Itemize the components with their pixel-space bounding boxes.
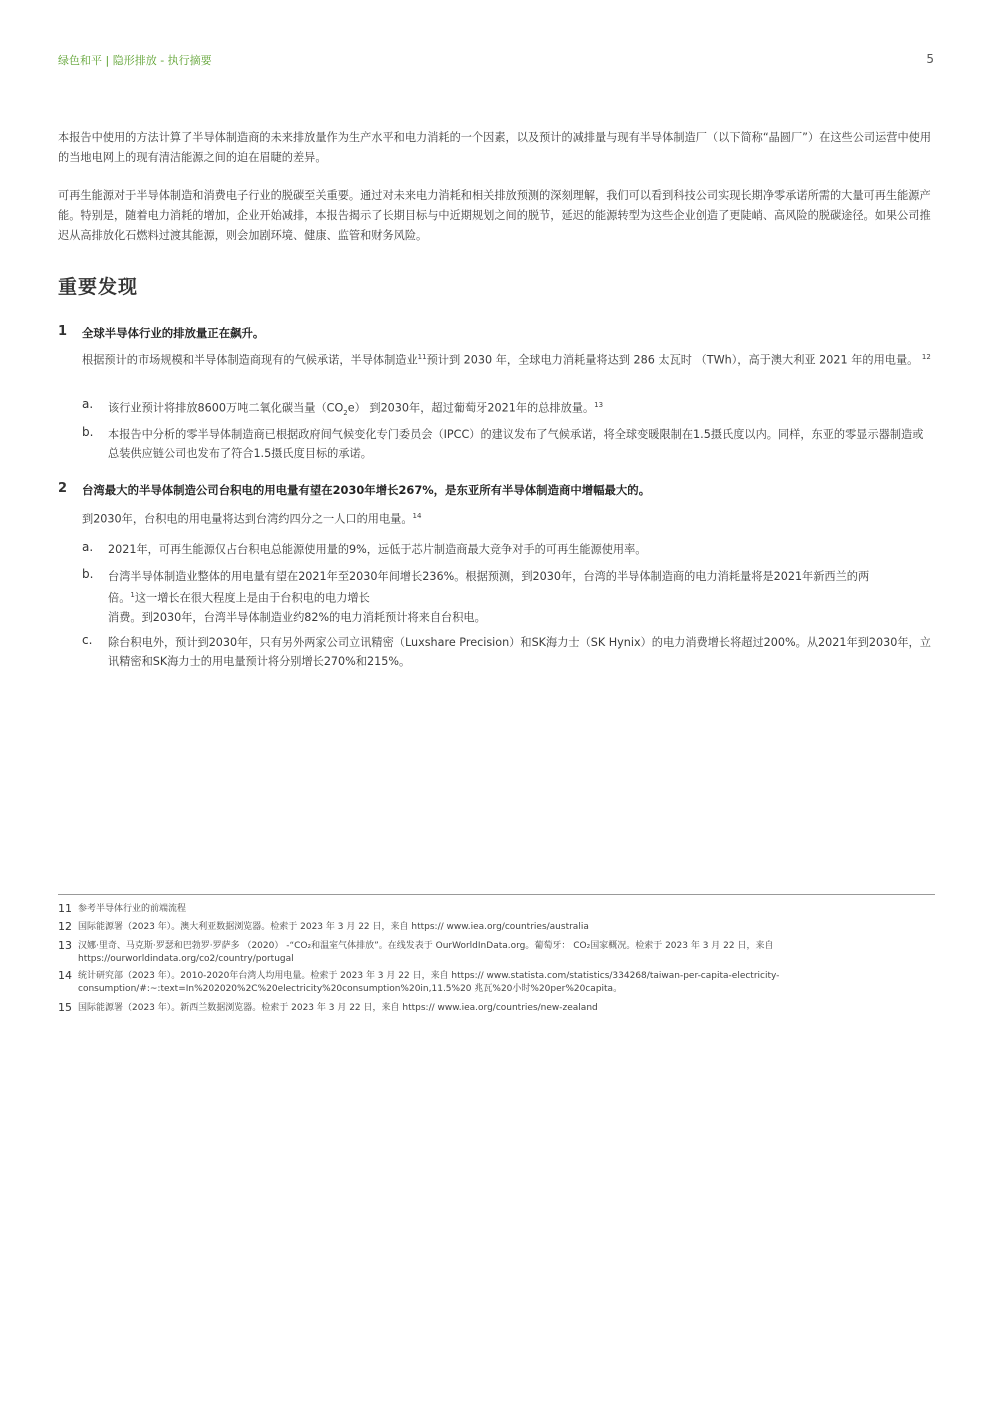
footnote-ref: 12 xyxy=(921,353,931,361)
finding-body xyxy=(82,348,934,370)
footnote-number: 13 xyxy=(58,939,72,952)
item-text: 本报告中分析的零半导体制造商已根据政府间气候变化专门委员会（IPCC）的建议发布了气候承诺，将全球变暖限制在1.5摄氏度以内。同样，东亚的零显示器制造或总装供应链公司也发布了符合1.5摄氏度目标的承诺。 xyxy=(108,428,924,460)
item-text-part: 倍。 xyxy=(108,591,131,605)
page-header xyxy=(58,52,934,70)
item-text-part: 这一增长在很大程度上是由于台积电的电力增长 xyxy=(134,591,370,605)
intro-paragraph-1: 本报告中使用的方法计算了半导体制造商的未来排放量作为生产水平和电力消耗的一个因素，以及预计的减排量与现有半导体制造厂（以下简称“晶圆厂”）在这些公司运营中使用的当地电网上的现有清洁能源之间的迫在眉睫的差异。 xyxy=(58,131,932,164)
header-separator: | xyxy=(105,54,110,67)
finding-number: 1 xyxy=(58,324,68,339)
item-letter: a. xyxy=(82,397,94,411)
footnote-divider xyxy=(58,894,935,895)
section-heading: 重要发现 xyxy=(58,276,139,298)
item-text-part: 该行业预计将排放8600万吨二氧化碳当量（CO xyxy=(108,401,344,415)
finding-body-text: 预计到 2030 年，全球电力消耗量将达到 286 太瓦时 （TWh），高于澳大利亚 2021 年的用电量。 xyxy=(426,353,919,367)
footnote-text: 汉娜·里奇、马克斯·罗瑟和巴勃罗·罗萨多 （2020） -“CO₂和温室气体排放”。在线发表于 OurWorldInData.org。葡萄牙： CO₂国家概况。检索于 2023 年 3 月 22 日，来自 https://ourworldindata.org/co2/country/portugal xyxy=(78,941,774,964)
page-number: 5 xyxy=(926,52,934,66)
footnote-text: 国际能源署（2023 年）。澳大利亚数据浏览器。检索于 2023 年 3 月 22 日，来自 https:// www.iea.org/countries/australia xyxy=(78,922,589,932)
header-org: 绿色和平 xyxy=(58,54,102,67)
item-text-line: 台湾半导体制造业整体的用电量有望在2021年至2030年间增长236%。根据预测，到2030年，台湾的半导体制造商的电力消耗量将是2021年新西兰的两 xyxy=(108,570,870,583)
finding-body-text: 根据预计的市场规模和半导体制造商现有的气候承诺，半导体制造业 xyxy=(82,353,418,367)
item-letter: b. xyxy=(82,425,94,439)
footnote-ref: 14 xyxy=(412,512,422,520)
footnote-text: 国际能源署（2023 年）。新西兰数据浏览器。检索于 2023 年 3 月 22 日，来自 https:// www.iea.org/countries/new-zealand xyxy=(78,1003,598,1013)
footnote-number: 15 xyxy=(58,1001,72,1014)
finding-number: 2 xyxy=(58,481,68,496)
footnote-text: 统计研究部（2023 年）。2010-2020年台湾人均用电量。检索于 2023 年 3 月 22 日，来自 https:// www.statista.com/statistics/334268/taiwan-per-capita-electricity-consumption/#:~:text=In%202020%2C%20electricity%20consumption%20in,11.5%20 兆瓦%20小时%20per%20capita。 xyxy=(78,971,780,994)
finding-body-text: 到2030年，台积电的用电量将达到台湾约四分之一人口的用电量。 xyxy=(82,512,413,526)
item-text-line: 消费。到2030年，台湾半导体制造业约82%的电力消耗预计将来自台积电。 xyxy=(108,610,486,624)
footnote-number: 14 xyxy=(58,969,72,982)
footnote-number: 11 xyxy=(58,902,72,915)
item-text: 除台积电外，预计到2030年，只有另外两家公司立讯精密（Luxshare Precision）和SK海力士（SK Hynix）的电力消费增长将超过200%。从2021年到2030年，立讯精密和SK海力士的用电量预计将分别增长270%和215%。 xyxy=(108,636,931,668)
header-section: 隐形排放 - 执行摘要 xyxy=(112,54,212,67)
running-header xyxy=(58,52,212,68)
subscript: 2 xyxy=(343,408,348,417)
item-text xyxy=(108,396,934,423)
intro-paragraph-2: 可再生能源对于半导体制造和消费电子行业的脱碳至关重要。通过对未来电力消耗和相关排放预测的深刻理解，我们可以看到科技公司实现长期净零承诺所需的大量可再生能源产能。特别是，随着电力消耗的增加，企业开始减排，本报告揭示了长期目标与中近期规划之间的脱节，延迟的能源转型为这些企业创造了更陡峭、高风险的脱碳途径。如果公司推迟从高排放化石燃料过渡其能源，则会加剧环境、健康、监管和财务风险。 xyxy=(58,189,931,242)
item-text: 2021年，可再生能源仅占台积电总能源使用量的9%，远低于芯片制造商最大竞争对手的可再生能源使用率。 xyxy=(108,543,647,556)
finding-title: 台湾最大的半导体制造公司台积电的用电量有望在2030年增长267%，是东亚所有半导体制造商中增幅最大的。 xyxy=(82,483,651,497)
footnote-text: 参考半导体行业的前端流程 xyxy=(78,904,187,914)
footnote-ref: 11 xyxy=(417,353,427,361)
item-letter: c. xyxy=(82,633,93,647)
footnote-ref: 1 xyxy=(130,591,135,599)
item-text-line xyxy=(108,586,934,608)
footnote-ref: 13 xyxy=(594,401,604,409)
footnote-number: 12 xyxy=(58,920,72,933)
finding-title: 全球半导体行业的排放量正在飙升。 xyxy=(82,326,265,340)
item-letter: a. xyxy=(82,540,94,554)
item-text-part: e） 到2030年，超过葡萄牙2021年的总排放量。 xyxy=(347,401,595,415)
item-text xyxy=(108,567,934,627)
finding-body xyxy=(82,507,934,529)
item-letter: b. xyxy=(82,567,94,581)
